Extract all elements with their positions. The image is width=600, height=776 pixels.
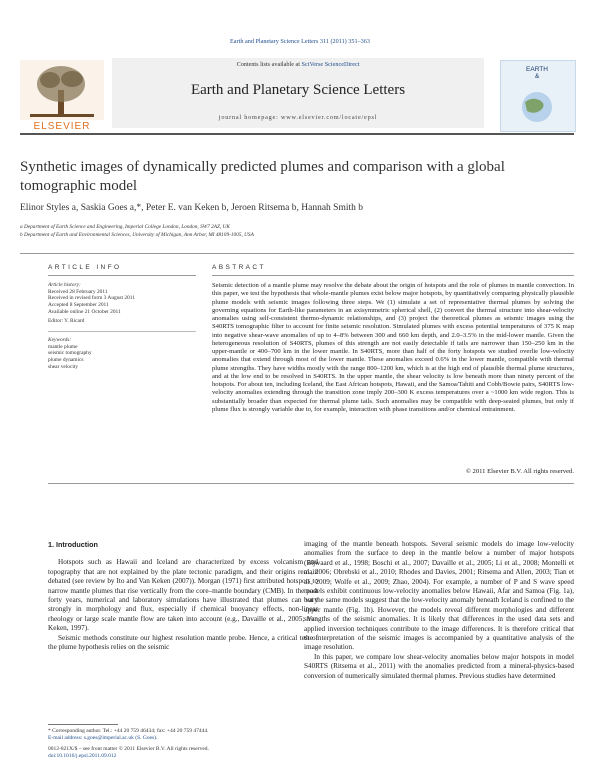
paper-title: Synthetic images of dynamically predicted plumes and comparison with a global tomographic model: [20, 159, 505, 194]
article-info-rule: [48, 275, 196, 276]
keywords-rule: [48, 331, 196, 332]
journal-title: Earth and Planetary Science Letters: [190, 82, 406, 98]
cover-title-line-2: &: [534, 73, 540, 80]
intro-paragraph-3: imaging of the mantle beneath hotspots. Several seismic models do image low-velocity anomalies from the surface to deep in the mantle below a number of major hotspots (Bijwaard et al., 1998; Boschi et al., 2007; Davaille et al., 2005; Li et al., 2008; Montelli et al., 2006; Obrebski et al., 2010; Rhodes and Davies, 2001; Ritsema and Allen, 2003; Tian et al., 2009; Wolfe et al., 2009; Zhao, 2004). For example, a number of P and S wave speed models exhibit continuous low-velocity anomalies below Hawaii, Afar and Samoa (Fig. 1a), but the same models suggest that the low-velocity anomaly beneath Iceland is confined to the upper mantle (Fig. 1b). However, the models reveal different morphologies and different strengths of the seismic anomalies. It is likely that differences in the used data sets and applied inversion techniques contribute to the image differences. It is therefore critical that the interpretation of the seismic images is accompanied by a quantitative analysis of the image resolution.: [304, 540, 574, 652]
intro-paragraph-2: Seismic methods constitute our highest resolution mantle probe. Hence, a critical test of the plume hypothesis relies on the seismic: [48, 633, 318, 652]
abstract-text: Seismic detection of a mantle plume may resolve the debate about the origin of hotspots and the role of plumes in mantle convection. In this paper, we test the hypothesis that whole-mantle plumes exist below major hotspots, by quantitatively comparing physically plausible plume models with seismic images following three steps. We (1) simulate a set of representative thermal plumes by solving the governing equations for Earth-like parameters in an axisymmetric spherical shell, (2) convert the thermal structure into shear-velocity anomalies using self-consistent thermo-dynamic relationships, and (3) project the theoretical plumes as seismic images using the S40RTS tomographic filter to account for finite seismic resolution. Simulated plumes with excess potential temperatures of 375 K map into negative shear-wave anomalies of up to 4–8% between 300 and 660 km depth, and 2.0–3.5% in the mid-lower mantle. Given the heterogeneous resolution of S40RTS, plumes of this strength are not easily detectable if tails are narrower than 150–250 km in the upper-mantle or 400–700 km in the lower mantle. In S40RTS, more than half of the forty hotspots we studied overlie low-velocity anomalies that extend through most of the lower mantle. These anomalies exceed 0.6% in the lower mantle, compatible with thermal plume strengths. They have widths mostly with the range 800–1200 km, which is at the high end of plausible thermal plume structures, and at the low end to be resolved in S40RTS. In the upper mantle, the shear velocity is low beneath more than ninety percent of the hotspots. For about ten, including Iceland, the East African hotspots, Hawaii, and the Samoa/Tahiti and Cobb/Bowie pairs, S40RTS low-velocity anomalies extending through the transition zone imply 200–300 K excess temperatures over a ~1000 km wide region. This is substantially broader than expected for thermal plume tails. Such anomalies may be compatible with deep-seated plumes, but only if plume flux is strongly variable due to, for example, interaction with phase transitions and/or chemical entrainment.: [212, 282, 574, 413]
history-revised: Received in revised form 3 August 2011: [48, 295, 135, 302]
keyword-item: plume dynamics: [48, 357, 84, 364]
section-heading-introduction: 1. Introduction: [48, 540, 98, 549]
keyword-item: mantle plume: [48, 343, 78, 350]
keywords-label: Keywords:: [48, 337, 72, 343]
cover-title-line-1: EARTH: [526, 66, 548, 73]
abstract-heading: ABSTRACT: [212, 264, 266, 271]
contents-line: [112, 61, 484, 68]
footnotes: [48, 728, 308, 761]
body-right-column: [304, 540, 574, 681]
header-rule: [20, 133, 574, 135]
sciencedirect-link[interactable]: SciVerse ScienceDirect: [301, 61, 360, 68]
footnote-rule: [48, 724, 118, 725]
corresponding-author-note: * Corresponding author. Tel.: +44 20 759 46434; fax: +44 20 759 47444.: [48, 728, 209, 734]
abstract-rule: [212, 275, 574, 276]
abstract-bottom-rule: [48, 483, 574, 484]
contents-prefix: Contents lists available at: [236, 61, 302, 68]
intro-paragraph-4: In this paper, we compare low shear-velocity anomalies below major hotspots in model S40RTS (Ritsema et al., 2011) with the anomalies predicted from a mineral-physics-based conversion of numerically simulated thermal plumes. Previous studies have determined: [304, 652, 574, 680]
issn-line: 0012-821X/$ – see front matter © 2011 Elsevier B.V. All rights reserved.: [48, 745, 209, 752]
affiliation-rule: [20, 253, 574, 254]
affiliation-b: b Department of Earth and Environmental Sciences, University of Michigan, Ann Arbor, MI 48109-1005, USA: [20, 232, 254, 238]
author-list: Elinor Styles a, Saskia Goes a,*, Peter E. van Keken b, Jeroen Ritsema b, Hannah Smith b: [20, 203, 363, 213]
keyword-item: shear velocity: [48, 363, 79, 370]
cover-globe-image: [508, 90, 566, 124]
history-received: Received 28 February 2011: [48, 288, 108, 295]
cover-title: [502, 66, 572, 80]
abstract-copyright: © 2011 Elsevier B.V. All rights reserved.: [465, 468, 574, 475]
history-online: Available online 21 October 2011: [48, 308, 121, 315]
history-label: Article history:: [48, 282, 81, 288]
keywords-block: [48, 337, 198, 371]
body-left-column: [48, 540, 318, 652]
keyword-item: seismic tomography: [48, 350, 92, 357]
article-history: [48, 282, 198, 316]
intro-paragraph-1: Hotspots such as Hawaii and Iceland are characterized by excess volcanism and topography that are not explained by the plate tectonic paradigm, and their origins remain debated (see review by Ito and Van Keken (2007)). Morgan (1971) first attributed hotspots to narrow mantle plumes that rise vertically from the core–mantle boundary (CMB). In the past forty years, numerical and laboratory simulations have illustrated that plumes can vary strongly in morphology and flux, especially if chemical buoyancy effects, non-linear rheology or large scale mantle flow are taken into account (e.g., Davaille et al., 2005; Van Keken, 1997).: [48, 558, 318, 633]
elsevier-tree-logo: [20, 60, 104, 120]
running-head[interactable]: Earth and Planetary Science Letters 311 (2011) 351–363: [230, 38, 370, 45]
elsevier-wordmark: ELSEVIER: [33, 121, 91, 132]
doi-link[interactable]: doi:10.1016/j.epsl.2011.09.012: [48, 753, 117, 760]
editor-line: Editor: Y. Ricard: [48, 318, 85, 324]
journal-homepage[interactable]: journal homepage: www.elsevier.com/locate/epsl: [218, 114, 378, 121]
article-info-heading: ARTICLE INFO: [48, 264, 122, 271]
email-link[interactable]: E-mail address: s.goes@imperial.ac.uk (S. Goes).: [48, 735, 158, 742]
affiliation-a: a Department of Earth Science and Engineering, Imperial College London, London, SW7 2AZ, UK: [20, 224, 230, 230]
history-accepted: Accepted 8 September 2011: [48, 302, 109, 309]
